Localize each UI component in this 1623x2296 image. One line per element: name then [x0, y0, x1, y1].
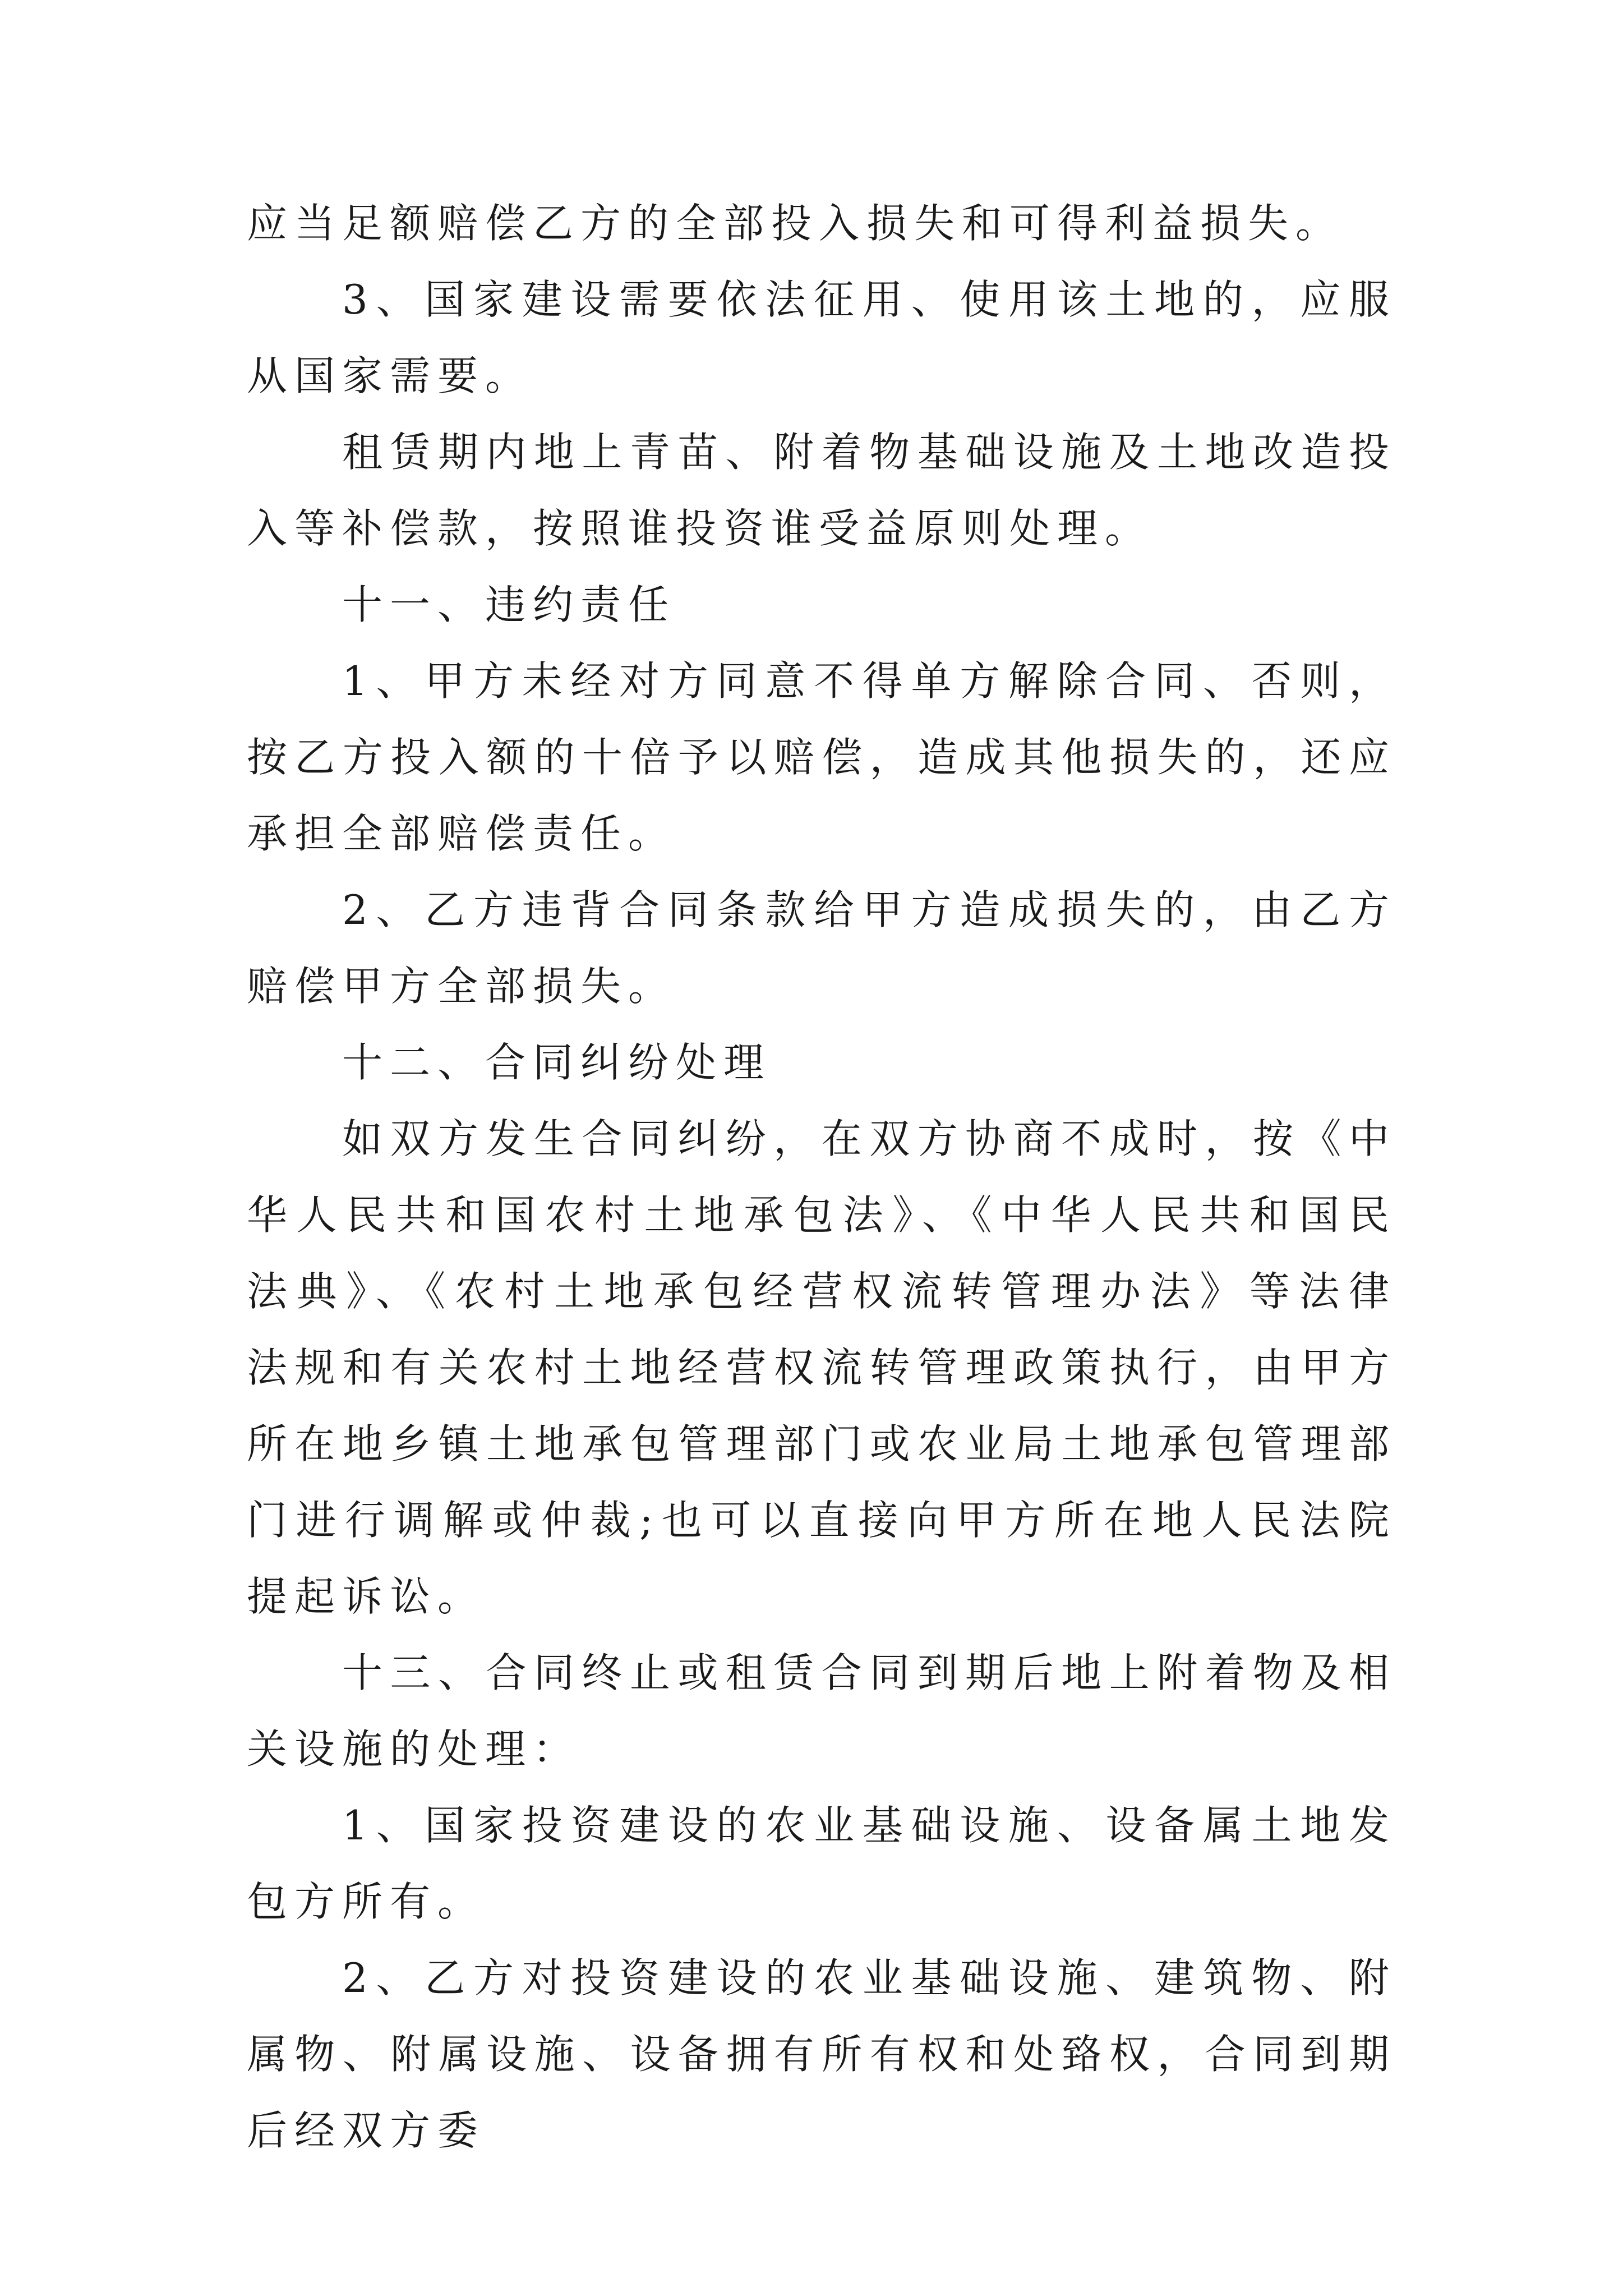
paragraph-state-requisition: 3、国家建设需要依法征用、使用该土地的，应服从国家需要。	[247, 276, 1396, 399]
paragraph-party-b-facilities: 2、乙方对投资建设的农业基础设施、建筑物、附属物、附属设施、设备拥有所有权和处臵权，合同到期后经双方委	[247, 1954, 1396, 2154]
paragraph-party-a-breach: 1、甲方未经对方同意不得单方解除合同、否则，按乙方投入额的十倍予以赔偿，造成其他损失的，还应承担全部赔偿责任。	[247, 657, 1396, 857]
section-heading-liability: 十一、违约责任	[342, 581, 676, 628]
section-heading-termination: 十三、合同终止或租赁合同到期后地上附着物及相关设施的处理：	[247, 1649, 1396, 1773]
paragraph-state-facilities: 1、国家投资建设的农业基础设施、设备属土地发包方所有。	[247, 1802, 1396, 1925]
paragraph-compensation-continued: 应当足额赔偿乙方的全部投入损失和可得利益损失。	[247, 200, 1344, 247]
paragraph-party-b-breach: 2、乙方违背合同条款给甲方造成损失的，由乙方赔偿甲方全部损失。	[247, 886, 1396, 1010]
paragraph-dispute-resolution: 如双方发生合同纠纷，在双方协商不成时，按《中华人民共和国农村土地承包法》、《中华人民共和国民法典》、《农村土地承包经营权流转管理办法》等法律法规和有关农村土地经营权流转管理政策执行，由甲方所在地乡镇土地承包管理部门或农业局土地承包管理部门进行调解或仲裁;也可以直接向甲方所在地人民法院提起诉讼。	[247, 1115, 1396, 1620]
document-body	[247, 185, 1396, 2169]
section-heading-disputes: 十二、合同纠纷处理	[342, 1039, 772, 1086]
paragraph-crop-compensation: 租赁期内地上青苗、附着物基础设施及土地改造投入等补偿款，按照谁投资谁受益原则处理。	[247, 429, 1396, 552]
